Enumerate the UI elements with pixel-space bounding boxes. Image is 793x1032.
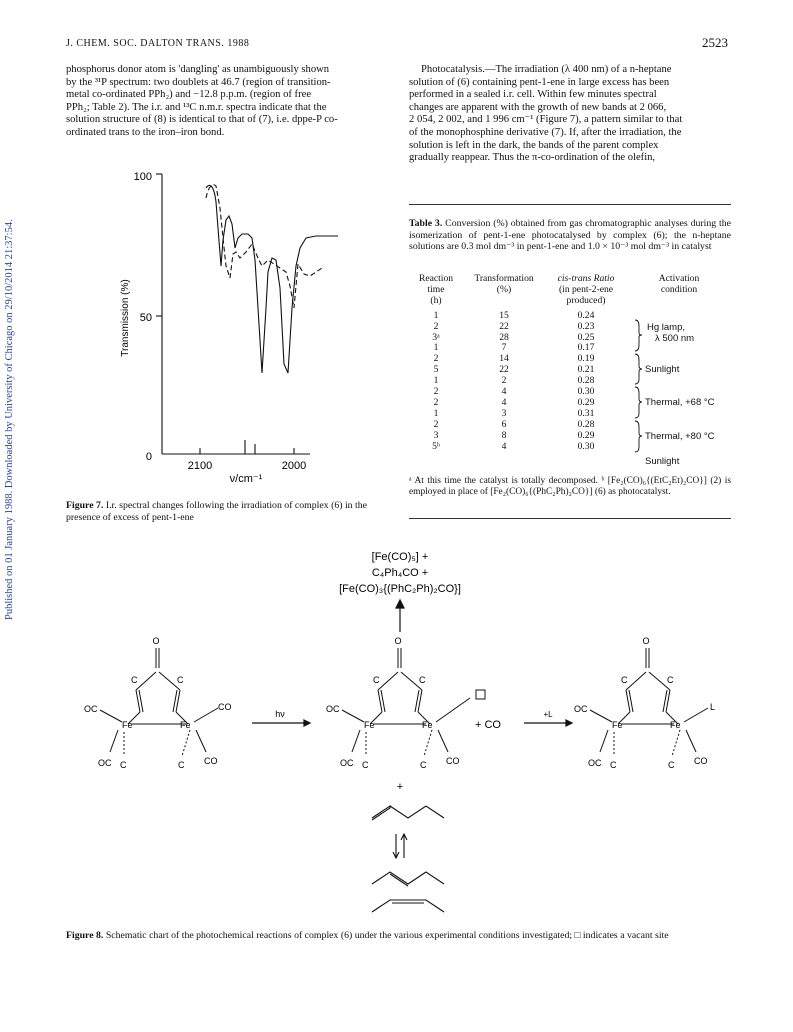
table-cell: 0.31 xyxy=(577,407,595,419)
table-cell: 2 xyxy=(433,418,439,430)
atom-fe: Fe xyxy=(180,720,191,730)
atom-c: C xyxy=(419,675,426,685)
text-line: 2 054, 2 002, and 1 996 cm⁻¹ (Figure 7), a pattern similar to that xyxy=(409,114,683,126)
table3-caption-text: Conversion (%) obtained from gas chromatographic analyses during the isomerization of pent-1-ene photocatalysed by complex (6); the n-heptane solutions are 0.3 mol dm⁻³ in pent-1-ene and 1.0 × 10⁻³ mol dm⁻³ in catalyst xyxy=(409,218,731,253)
atom-c: C xyxy=(667,675,674,685)
table-cell: 0.29 xyxy=(577,396,595,408)
header-cell: condition xyxy=(660,283,698,295)
text-line: ordinated trans to the iron–iron bond. xyxy=(66,126,225,138)
header-cell: time xyxy=(427,283,445,295)
table-cell: 2 xyxy=(433,353,439,365)
y-tick-0: 0 xyxy=(145,451,152,463)
atom-c: C xyxy=(610,760,617,770)
header-cell: (in pent-2-ene xyxy=(558,283,614,295)
atom-o: O xyxy=(394,636,402,646)
reaction-scheme xyxy=(60,540,740,925)
table-cell: 4 xyxy=(501,396,507,408)
cond-sunlight: Sunlight xyxy=(645,364,680,375)
cond-thermal-68: Thermal, +68 °C xyxy=(645,397,715,408)
cond-thermal-80: Thermal, +80 °C xyxy=(645,431,715,442)
table-cell: 0.28 xyxy=(577,375,595,387)
plus-co-label: + CO xyxy=(475,719,501,731)
x-axis-label: ν/cm⁻¹ xyxy=(229,473,263,485)
table-cell: 15 xyxy=(499,309,509,321)
table-cell: 1 xyxy=(433,407,439,419)
table-top-rule xyxy=(409,204,731,205)
spectrum-dashed xyxy=(206,185,322,308)
header-cell: Transformation xyxy=(474,273,534,284)
figure8-caption-text: Schematic chart of the photochemical reactions of complex (6) under the various experimental conditions investigated; □ indicates a vacant site xyxy=(105,930,669,941)
figure8-caption xyxy=(66,930,730,942)
figure7-caption xyxy=(66,500,396,523)
spectrum-solid xyxy=(206,185,338,373)
text-line: of the monophosphine derivative (7). If, after the irradiation, the xyxy=(409,126,682,138)
atom-co: CO xyxy=(694,756,708,766)
product-fe-co5: [Fe(CO)₅] + xyxy=(371,551,429,563)
cond-hg-lamp-line1: Hg lamp, xyxy=(647,322,686,333)
atom-co: CO xyxy=(446,756,460,766)
trans-pent-2-ene xyxy=(372,872,444,886)
figure7-caption-label: Figure 7. xyxy=(66,500,104,511)
table-cell: 2 xyxy=(433,320,439,332)
complex-left xyxy=(84,636,232,770)
atom-fe: Fe xyxy=(670,720,681,730)
table-cell: 3 xyxy=(501,407,507,419)
table3 xyxy=(409,273,731,467)
table-cell: 5ᵇ xyxy=(432,440,440,452)
table-cell: 22 xyxy=(499,364,509,376)
atom-oc: OC xyxy=(98,758,112,768)
atom-c: C xyxy=(120,760,127,770)
complex-right xyxy=(574,636,715,770)
atom-c: C xyxy=(177,675,184,685)
text-line: by the ³¹P spectrum: two doublets at 46.7 (region of transition- xyxy=(66,76,331,88)
cis-pent-2-ene xyxy=(372,900,444,912)
atom-c: C xyxy=(420,760,427,770)
header-cell: (%) xyxy=(496,283,512,295)
table-cell: 0.25 xyxy=(577,331,595,343)
text-line: solution of (6) containing pent-1-ene in large excess has been xyxy=(409,76,670,88)
table-cell: 0.24 xyxy=(577,309,595,321)
atom-c: C xyxy=(373,675,380,685)
text-line: gradually reappear. Thus the π-co-ordination of the olefin, xyxy=(409,152,656,164)
atom-fe: Fe xyxy=(364,720,375,730)
atom-l: L xyxy=(710,702,716,712)
table-cell: 0.19 xyxy=(577,353,595,365)
table-cell: 0.21 xyxy=(577,364,595,376)
text-line: Photocatalysis.—The irradiation (λ 400 nm) of a n-heptane xyxy=(421,64,672,75)
atom-co: CO xyxy=(204,756,218,766)
header-cell: (h) xyxy=(430,294,442,306)
figure7-caption-text: I.r. spectral changes following the irradiation of complex (6) in the presence of excess of pent-1-ene xyxy=(66,500,367,523)
download-watermark-text: Published on 01 January 1988. Downloaded by University of Chicago on 29/10/2014 21:37:54. xyxy=(4,219,15,620)
table-cell: 0.28 xyxy=(577,418,595,430)
alkene-structures xyxy=(372,806,444,912)
atom-fe: Fe xyxy=(612,720,623,730)
atom-oc: OC xyxy=(340,758,354,768)
atom-c: C xyxy=(131,675,138,685)
table-cell: 2 xyxy=(433,396,439,408)
atom-o: O xyxy=(642,636,650,646)
table-cell: 5 xyxy=(433,364,439,376)
text-line: phosphorus donor atom is 'dangling' as unambiguously shown xyxy=(66,64,330,75)
hv-label: hν xyxy=(275,709,285,719)
y-axis-label: Transmission (%) xyxy=(120,279,131,357)
atom-oc: OC xyxy=(574,704,588,714)
table-cell: 28 xyxy=(499,331,509,343)
y-tick-100: 100 xyxy=(133,171,152,183)
table-cell: 0.30 xyxy=(577,440,595,452)
table-cell: 2 xyxy=(433,386,439,398)
header-cell: Activation xyxy=(658,273,700,284)
table-cell: 22 xyxy=(499,320,509,332)
text-line: metal co-ordinated PPh₂) and −12.8 p.p.m. (region of free xyxy=(66,89,312,101)
pent-1-ene xyxy=(372,806,444,820)
text-line: performed in a sealed i.r. cell. Within few minutes spectral xyxy=(409,89,657,101)
table3-caption xyxy=(409,218,731,253)
running-header: J. CHEM. SOC. DALTON TRANS. 1988 xyxy=(66,38,250,49)
right-column-text xyxy=(409,64,729,165)
atom-oc: OC xyxy=(84,704,98,714)
table-cell: 6 xyxy=(501,418,507,430)
table3-caption-label: Table 3. xyxy=(409,218,443,229)
product-cyclopentadienone: C₄Ph₄CO + xyxy=(371,567,429,579)
table3-footnote: ᵃ At this time the catalyst is totally decomposed. ᵇ [Fe₂(CO)₆{(EtC₂Et)₂CO}] (2) is employed in place of [Fe₂(CO)₆{(PhC₂Ph)₂CO}] (6) as photocatalyst. xyxy=(409,476,731,497)
plus-l-label: +L xyxy=(543,710,553,719)
y-tick-50: 50 xyxy=(139,312,152,324)
table-bottom-rule xyxy=(409,518,731,519)
header-cell: produced) xyxy=(566,294,606,306)
table-cell: 3ᵃ xyxy=(432,331,440,343)
cond-hg-lamp-line2: λ 500 nm xyxy=(655,333,695,344)
arrowhead-up xyxy=(396,600,404,608)
table-cell: 8 xyxy=(501,429,507,441)
cond-sunlight-2: Sunlight xyxy=(645,456,680,467)
atom-co: CO xyxy=(218,702,232,712)
table-cell: 0.29 xyxy=(577,429,595,441)
atom-c: C xyxy=(362,760,369,770)
page-number: 2523 xyxy=(702,35,728,50)
plus-sign: + xyxy=(396,781,404,793)
table-cell: 4 xyxy=(501,386,507,398)
table-cell: 0.17 xyxy=(577,342,595,354)
ir-spectrum-figure xyxy=(110,168,400,488)
text-line: PPh₂; Table 2). The i.r. and ¹³C n.m.r. spectra indicate that the xyxy=(66,101,327,113)
table-header-row xyxy=(409,274,731,307)
table-cell: 4 xyxy=(501,440,507,452)
atom-fe: Fe xyxy=(422,720,433,730)
table-cell: 14 xyxy=(499,353,509,365)
header-cell: cis-trans Ratio xyxy=(557,273,615,284)
left-column-text xyxy=(66,64,390,140)
header-cell: Reaction xyxy=(418,273,454,284)
atom-oc: OC xyxy=(588,758,602,768)
atom-fe: Fe xyxy=(122,720,133,730)
x-tick-2000: 2000 xyxy=(281,460,307,472)
download-watermark xyxy=(0,0,14,1032)
text-line: solution is left in the dark, the bands of the parent complex xyxy=(409,139,659,151)
cond-hg-lamp xyxy=(647,322,694,344)
table-cell: 1 xyxy=(433,342,439,354)
table-cell: 2 xyxy=(501,375,507,387)
text-line: solution structure of (8) is identical to that of (7), i.e. dppe-P co- xyxy=(66,114,338,126)
table-cell: 3 xyxy=(433,429,439,441)
table-cell: 0.30 xyxy=(577,386,595,398)
complex-middle xyxy=(326,636,470,770)
atom-c: C xyxy=(621,675,628,685)
atom-c: C xyxy=(178,760,185,770)
text-line: changes are apparent with the growth of new bands at 2 066, xyxy=(409,101,667,113)
atom-o: O xyxy=(152,636,160,646)
figure8-caption-label: Figure 8. xyxy=(66,930,104,941)
table-cell: 1 xyxy=(433,375,439,387)
table-cell: 0.23 xyxy=(577,320,595,332)
product-fe-co3-complex: [Fe(CO)₃{(PhC₂Ph)₂CO}] xyxy=(339,583,461,595)
table-cell: 1 xyxy=(433,309,439,321)
vacant-site-box xyxy=(476,690,485,699)
atom-c: C xyxy=(668,760,675,770)
atom-oc: OC xyxy=(326,704,340,714)
table-cell: 7 xyxy=(501,342,507,354)
x-tick-2100: 2100 xyxy=(187,460,213,472)
